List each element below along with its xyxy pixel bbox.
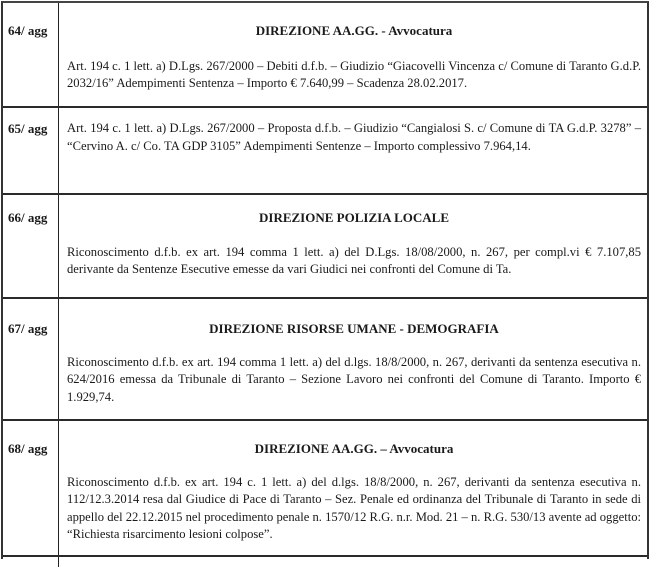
table-row — [3, 195, 647, 299]
item-content — [59, 195, 647, 297]
item-number: 67/ agg — [3, 299, 59, 419]
table-row-partial — [3, 557, 647, 567]
section-heading: DIREZIONE AA.GG. - Avvocatura — [255, 23, 453, 38]
item-content — [59, 299, 647, 419]
item-number-empty — [3, 557, 59, 567]
item-number: 66/ agg — [3, 195, 59, 297]
item-description: Art. 194 c. 1 lett. a) D.Lgs. 267/2000 – Debiti d.f.b. – Giudizio “Giacovelli Vincenza c/ Comune di Taranto G.d.P. 2032/16” Adempimenti Sentenza – Importo € 7.640,99 – Scadenza 28.02.2017. — [67, 58, 641, 90]
section-heading: DIREZIONE RISORSE UMANE - DEMOGRAFIA — [209, 321, 499, 336]
item-number: 65/ agg — [3, 108, 59, 193]
agenda-table — [1, 1, 649, 559]
table-row — [3, 3, 647, 108]
table-row — [3, 299, 647, 421]
item-description: Riconoscimento d.f.b. ex art. 194 comma 1 lett. a) del D.Lgs. 18/08/2000, n. 267, per compl.vi € 7.107,85 derivante da Sentenze Esecutive emesse da vari Giudici nei confronti del Comune di Ta. — [67, 244, 641, 276]
item-description: Art. 194 c. 1 lett. a) D.Lgs. 267/2000 – Proposta d.f.b. – Giudizio “Cangialosi S. c/ Comune di TA G.d.P. 3278” – “Cervino A. c/ Co. TA GDP 3105” Adempimenti Sentenze – Importo complessivo 7.964,14. — [67, 121, 641, 153]
item-number: 64/ agg — [3, 3, 59, 106]
item-description: Riconoscimento d.f.b. ex art. 194 c. 1 lett. a) del d.lgs. 18/8/2000, n. 267, derivanti da sentenza esecutiva n. 112/12.3.2014 resa dal Giudice di Pace di Taranto – Sez. Penale ed ordinanza del Tribunale di Taranto in sede di appello del 22.12.2015 nel procedimento penale n. 1570/12 R.G. n.r. Mod. 21 – n. R.G. 530/13 avente ad oggetto: “Richiesta risarcimento lesioni colpose”. — [67, 474, 641, 541]
section-heading: DIREZIONE AA.GG. – Avvocatura — [254, 441, 454, 456]
item-content — [59, 421, 647, 555]
item-number: 68/ agg — [3, 421, 59, 555]
section-heading: DIREZIONE POLIZIA LOCALE — [259, 210, 449, 225]
item-content — [59, 3, 647, 106]
table-row — [3, 108, 647, 195]
item-content — [59, 108, 647, 193]
item-description: Riconoscimento d.f.b. ex art. 194 comma 1 lett. a) del d.lgs. 18/8/2000, n. 267, derivanti da sentenza esecutiva n. 624/2016 emessa da Tribunale di Taranto – Sezione Lavoro nei confronti del Comune di Taranto. Importo € 1.929,74. — [67, 354, 641, 404]
table-row — [3, 421, 647, 557]
